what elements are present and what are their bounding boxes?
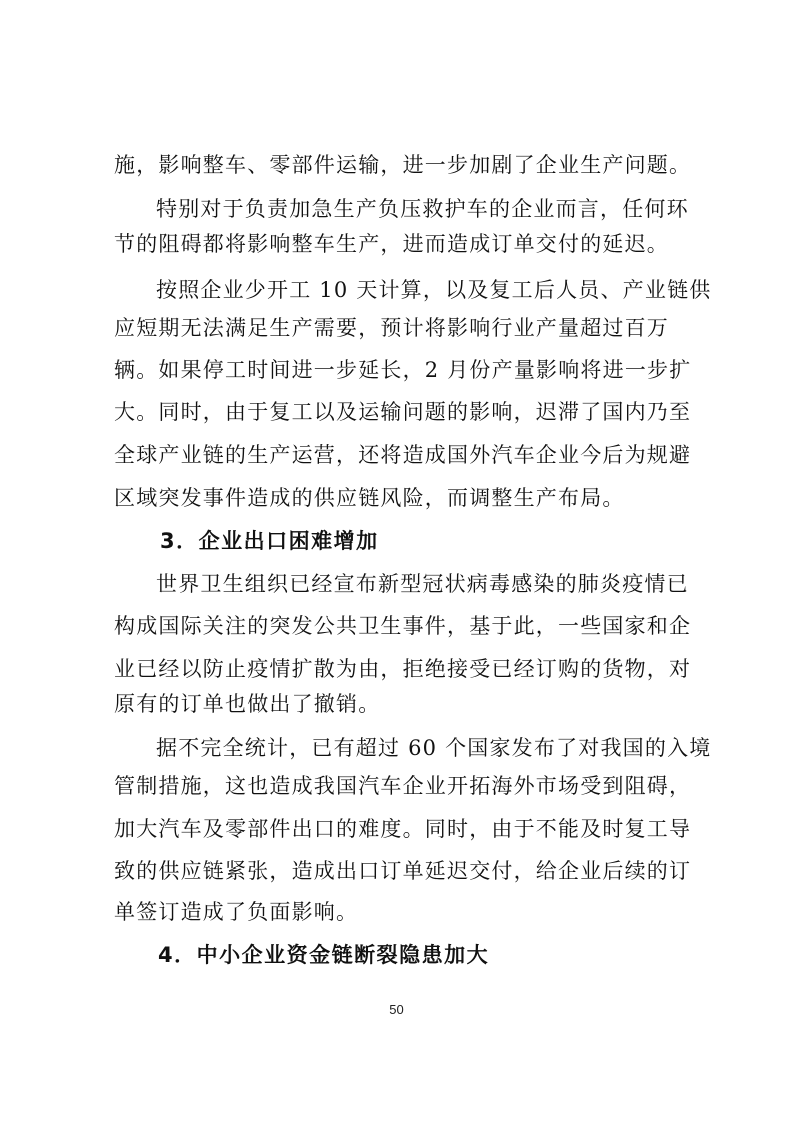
section-heading: 3．企业出口困难增加 xyxy=(160,529,379,553)
body-line: 加大汽车及零部件出口的难度。同时，由于不能及时复工导 xyxy=(114,817,692,841)
paragraph-start-line: 特别对于负责加急生产负压救护车的企业而言，任何环 xyxy=(156,197,689,221)
body-line: 业已经以防止疫情扩散为由，拒绝接受已经订购的货物，对 xyxy=(114,657,692,681)
body-line: 应短期无法满足生产需要，预计将影响行业产量超过百万 xyxy=(114,316,669,340)
body-line: 致的供应链紧张，造成出口订单延迟交付，给企业后续的订 xyxy=(114,859,692,883)
body-line: 全球产业链的生产运营，还将造成国外汽车企业今后为规避 xyxy=(114,443,692,467)
body-line: 单签订造成了负面影响。 xyxy=(114,900,359,924)
page-number: 50 xyxy=(389,1002,404,1017)
body-line: 管制措施，这也造成我国汽车企业开拓海外市场受到阻碍， xyxy=(114,774,692,798)
paragraph-start-line: 按照企业少开工 10 天计算，以及复工后人员、产业链供 xyxy=(156,278,712,302)
body-line: 原有的订单也做出了撤销。 xyxy=(114,692,381,716)
paragraph-start-line: 世界卫生组织已经宣布新型冠状病毒感染的肺炎疫情已 xyxy=(156,572,689,596)
body-line: 大。同时，由于复工以及运输问题的影响，迟滞了国内乃至 xyxy=(114,400,692,424)
body-line: 节的阻碍都将影响整车生产，进而造成订单交付的延迟。 xyxy=(114,232,669,256)
paragraph-start-line: 据不完全统计，已有超过 60 个国家发布了对我国的入境 xyxy=(156,736,712,760)
body-line: 辆。如果停工时间进一步延长，2 月份产量影响将进一步扩 xyxy=(114,358,692,382)
body-line: 施，影响整车、零部件运输，进一步加剧了企业生产问题。 xyxy=(114,153,692,177)
section-heading: 4．中小企业资金链断裂隐患加大 xyxy=(158,943,490,967)
body-line: 构成国际关注的突发公共卫生事件，基于此，一些国家和企 xyxy=(114,614,692,638)
body-line: 区域突发事件造成的供应链风险，而调整生产布局。 xyxy=(114,486,625,510)
